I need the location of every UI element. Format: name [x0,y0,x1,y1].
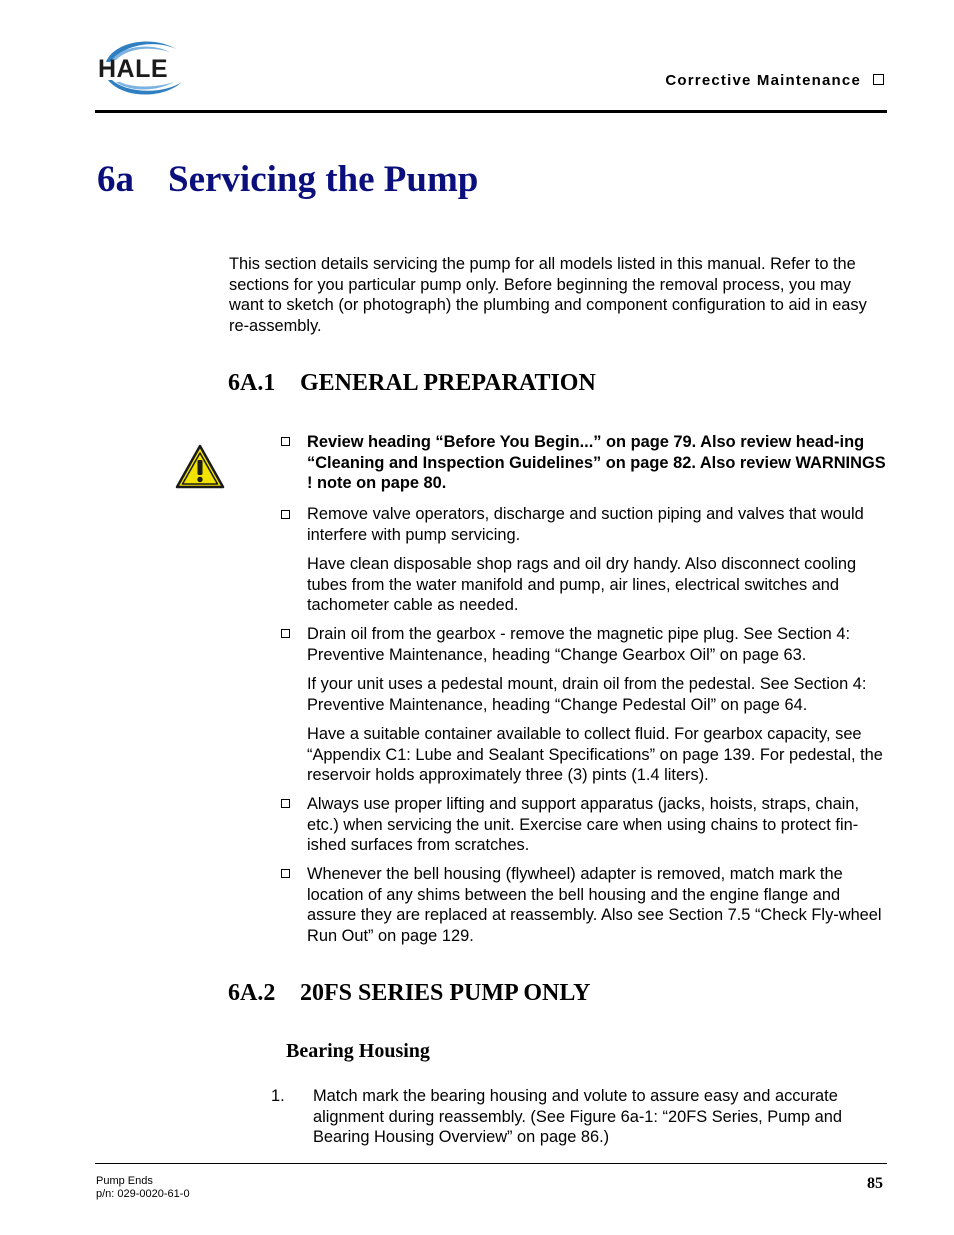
footer-rule [95,1163,887,1164]
step-text: Match mark the bearing housing and volute to assure easy and accurate alignment during reassembly. (See Figure 6a-1: “20FS Series, Pump and Bearing Housing Overview” on page 86.) [313,1087,843,1146]
hale-logo [92,36,192,100]
list-item: Drain oil from the gearbox - remove the magnetic pipe plug. See Section 4: Preventive Maintenance, heading “Change Gearbox Oil” on page 63. [307,625,851,664]
square-bullet-icon [281,799,290,808]
running-head [665,72,884,89]
square-bullet-icon [281,510,290,519]
square-bullet-icon [281,437,290,446]
list-item: Always use proper lifting and support apparatus (jacks, hoists, straps, chain, etc.) when servicing the unit. Exercise care when using chains to protect fin-ished surfaces from scratches. [307,795,860,854]
square-bullet-icon [873,74,884,85]
section-title: GENERAL PREPARATION [300,370,596,396]
square-bullet-icon [281,869,290,878]
subheading-bearing-housing: Bearing Housing [286,1040,430,1062]
section-number: 6A.2 [228,980,276,1006]
intro-paragraph: This section details servicing the pump for all models listed in this manual. Refer to the sections for you particular pump only. Before beginning the removal process, you may want to sketch (or photograph) the plumbing and component configuration to aid in easy re-assembly. [229,255,867,335]
step-number: 1. [271,1087,285,1105]
list-item-paragraph: Have clean disposable shop rags and oil dry handy. Also disconnect cooling tubes from the water manifold and pump, air lines, electrical switches and tachometer cable as needed. [307,555,857,614]
list-item-paragraph: Have a suitable container available to collect fluid. For gearbox capacity, see “Appendix C1: Lube and Sealant Specifications” on page 139. For pedestal, the reservoir holds approximately three (3) pints (1.4 liters). [307,725,883,784]
section-heading-20fs-series [228,980,591,1007]
list-item: Review heading “Before You Begin...” on page 79. Also review head-ing “Cleaning and Inspection Guidelines” on page 82. Also review WARNINGS ! note on pape 80. [307,433,886,492]
page-number: 85 [867,1175,883,1192]
warning-triangle-icon [175,444,225,490]
section-number: 6A.1 [228,370,276,396]
header-rule [95,110,887,113]
title-number: 6a [97,159,134,200]
page-title [97,158,478,201]
footer-part-number: p/n: 029-0020-61-0 [96,1188,190,1200]
logo-text: HALE [98,55,169,83]
running-head-text: Corrective Maintenance [665,72,861,89]
square-bullet-icon [281,629,290,638]
list-item: Remove valve operators, discharge and suction piping and valves that would interfere with pump servicing. [307,505,864,544]
footer-info [96,1175,190,1201]
list-item-paragraph: If your unit uses a pedestal mount, drain oil from the pedestal. See Section 4: Preventive Maintenance, heading “Change Pedestal Oil” on page 64. [307,675,867,714]
section-title: 20FS SERIES PUMP ONLY [300,980,591,1006]
footer-title: Pump Ends [96,1175,153,1187]
list-item: Whenever the bell housing (flywheel) adapter is removed, match mark the location of any shims between the bell housing and the engine flange and assure they are replaced at reassembly. Also see Section 7.5 “Check Fly-wheel Run Out” on page 129. [307,865,882,945]
section-heading-general-preparation [228,370,596,397]
title-text: Servicing the Pump [168,159,479,200]
